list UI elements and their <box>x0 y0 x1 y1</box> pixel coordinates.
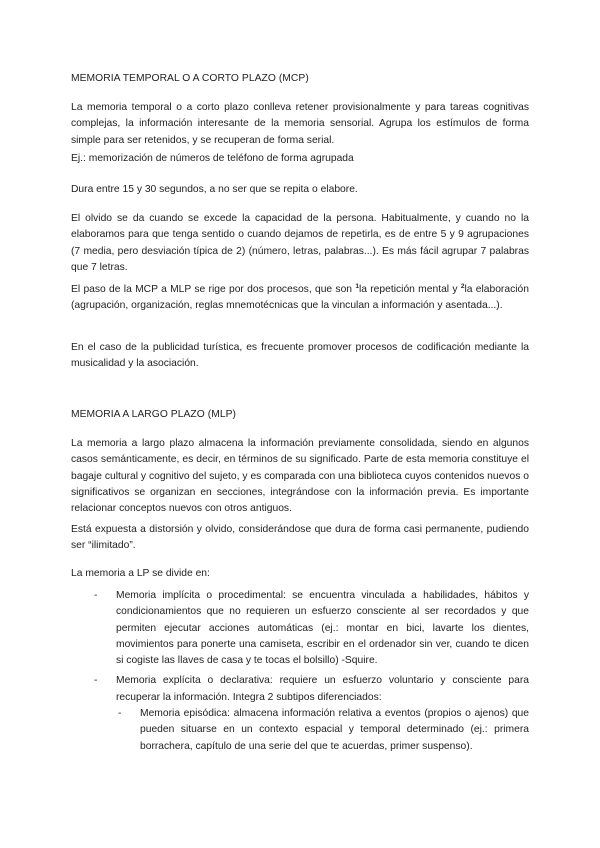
mlp-definition-paragraph: La memoria a largo plazo almacena la información previamente consolidada, siendo en algunos casos semánticamente, es decir, en términos de su significado. Parte de esta memoria constituye el bagaje cultural y cognitivo del sujeto, y es comparada con una biblioteca cuyos contenidos nuevos o significativos se organizan en secciones, integrándose con la información previa. Es importante relacionar conceptos nuevos con otros antiguos. <box>71 438 529 515</box>
list-item-implicit: - Memoria implícita o procedimental: se encuentra vinculada a habilidades, hábitos y condicionamientos que no requieren un esfuerzo consciente al ser recordados y que permiten ejecutar acciones automáticas (ej.: montar en bici, lavarte los dientes, movimientos para ponerte una camiseta, escribir en el ordenador sin ver, cuando te dicen si cogiste las llaves de casa y te tocas el bolsillo) -Squire. <box>94 588 529 669</box>
mlp-types-list-wrapper <box>94 588 529 759</box>
mcp-definition-paragraph: La memoria temporal o a corto plazo conlleva retener provisionalmente y para tareas cognitivas complejas, la información interesante de la memoria sensorial. Agrupa los estímulos de forma simple para ser retenidos, y se recuperan de forma serial. <box>71 102 529 146</box>
superscript-2: 2 <box>460 283 465 290</box>
section-title-mcp: MEMORIA TEMPORAL O A CORTO PLAZO (MCP) <box>71 73 309 84</box>
mcp-advertising-paragraph: En el caso de la publicidad turística, es frecuente promover procesos de codificación mediante la musicalidad y la asociación. <box>71 342 529 370</box>
sublist-item-episodic: - Memoria episódica: almacena información relativa a eventos (propios o ajenos) que pueden situarse en un contexto espacial y temporal determinado (ej.: primera borrachera, capítulo de una serie del que te acuerdas, primer suspenso). <box>118 706 529 755</box>
mlp-division-intro: La memoria a LP se divide en: <box>71 568 210 579</box>
mcp-duration-paragraph: Dura entre 15 y 30 segundos, a no ser que se repita o elabore. <box>71 184 358 195</box>
mlp-distortion-paragraph: Está expuesta a distorsión y olvido, considerándose que dura de forma casi permanente, pudiendo ser “ilimitado”. <box>71 524 529 552</box>
list-item-explicit <box>94 673 529 754</box>
transfer-text-c: la elaboración (agrupación, organización, reglas mnemotécnicas que la vinculan a información y asentada...). <box>71 284 529 312</box>
explicit-subtypes-list <box>118 706 529 755</box>
list-item-explicit-text: Memoria explícita o declarativa: requiere un esfuerzo voluntario y consciente para recuperar la información. Integra 2 subtipos diferenciados: <box>116 675 529 703</box>
section-title-mlp: MEMORIA A LARGO PLAZO (MLP) <box>71 409 236 420</box>
mcp-transfer-paragraph <box>71 282 529 315</box>
transfer-text-a: El paso de la MCP a MLP se rige por dos procesos, que son <box>71 284 356 295</box>
superscript-1: 1 <box>355 283 359 290</box>
mcp-example-paragraph: Ej.: memorización de números de teléfono de forma agrupada <box>71 153 354 164</box>
transfer-text-b: la repetición mental y <box>358 284 461 295</box>
mcp-forgetting-paragraph: El olvido se da cuando se excede la capacidad de la persona. Habitualmente, y cuando no la elaboramos para que tenga sentido o cuando dejamos de repetirla, es de entre 5 y 9 agrupaciones (7 media, pero desviación típica de 2) (número, letras, palabras...). Es más fácil agrupar 7 palabras que 7 letras. <box>71 213 529 273</box>
mlp-types-list <box>94 588 529 755</box>
